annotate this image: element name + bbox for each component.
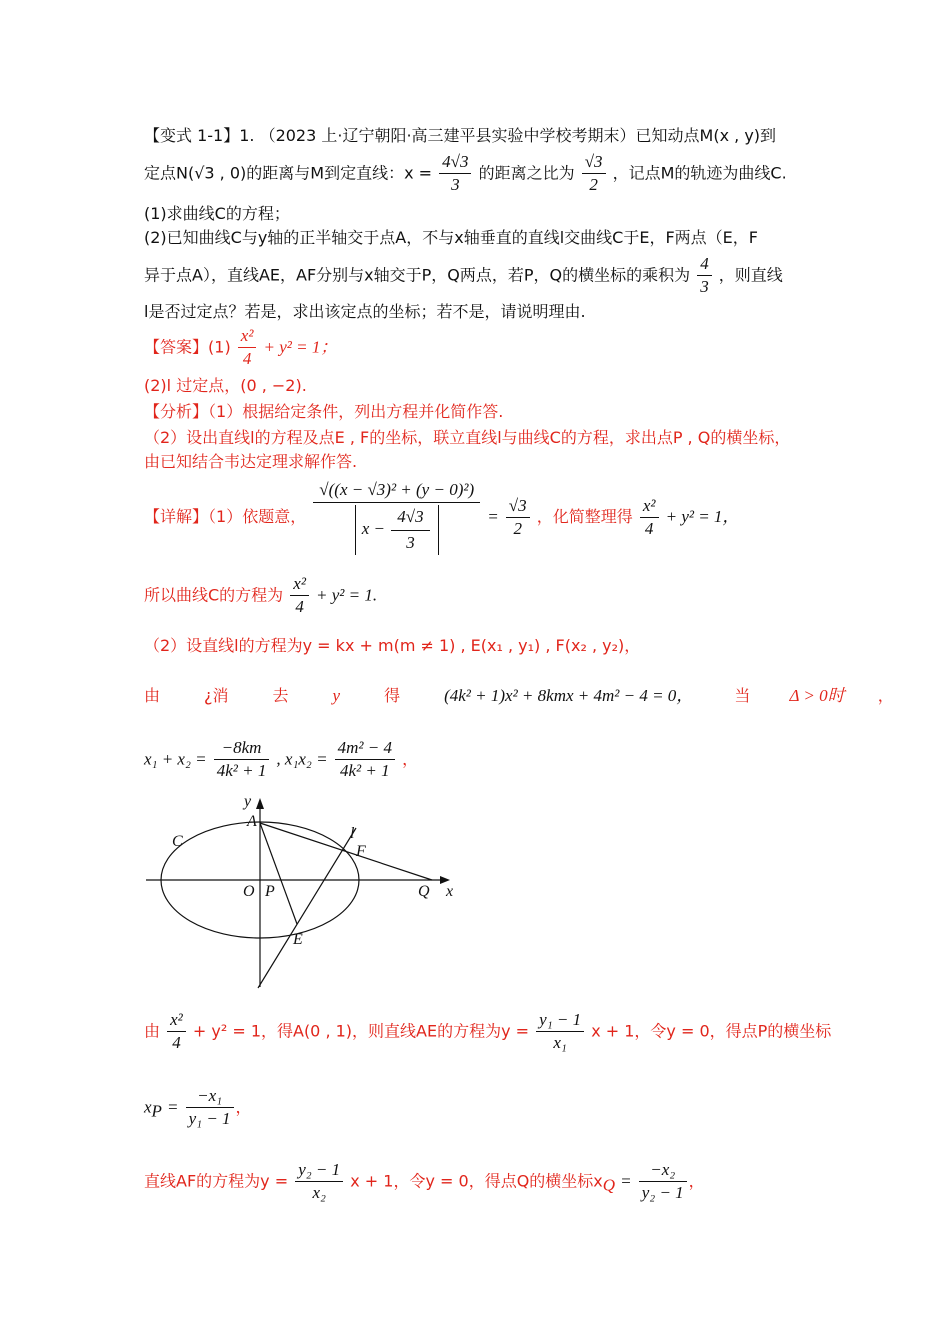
detail-label: 【详解】: [144, 507, 209, 527]
problem-line-2: 定点N(√3 , 0)的距离与M到定直线：x = $\frac{4√3}{3}$ 的距离之比为 $\frac{√3}{2}$ ，记点M的轨迹为曲线C.: [144, 152, 787, 195]
part-2-line-3: l是否过定点？若是，求出该定点的坐标；若不是，请说明理由.: [144, 302, 586, 321]
part-1-question: (1)求曲线C的方程；: [144, 204, 290, 223]
directrix-fraction: $\frac{4√3}{3}$: [439, 152, 471, 196]
label-F: F: [356, 843, 366, 860]
curve-conclusion: 所以曲线C的方程为 $\frac{\text{x²}}{4}$ + y² = 1.: [144, 574, 378, 617]
label-Q: Q: [418, 883, 430, 900]
analysis-line-1: 【分析】（1）根据给定条件，列出方程并化简作答.: [144, 402, 504, 421]
line-AE: [260, 823, 297, 924]
distance-ratio-fraction: √((x − √3)² + (y − 0)²) x − $\frac{4√3}{3}$: [313, 478, 480, 557]
label-C: C: [172, 833, 183, 850]
answer-label: 【答案】: [144, 337, 209, 357]
analysis-line-2: （2）设出直线l的方程及点E , F的坐标，联立直线l与曲线C的方程，求出点P , Q的横坐标，: [144, 428, 791, 447]
ratio-fraction: $\frac{√3}{2}$: [582, 152, 606, 196]
line-AF-equation: 直线AF的方程为y = $\frac{\text{y₂ − 1}}{\text{x₂}}$ x + 1，令y = 0，得点Q的横坐标$x_Q$ = $\frac{\text{−x₂}}{\text{y₂ − 1}}$ ，: [144, 1160, 705, 1203]
detail-step-2-setup: （2）设直线l的方程为y = kx + m(m ≠ 1) , E(x₁ , y₁) , F(x₂ , y₂)，: [144, 636, 641, 655]
ellipse-figure: [140, 792, 470, 992]
analysis-line-3: 由已知结合韦达定理求解作答.: [144, 452, 358, 471]
analysis-label: 【分析】: [144, 402, 209, 421]
label-y: y: [244, 793, 252, 810]
label-O: O: [243, 883, 255, 900]
label-P: P: [265, 883, 275, 900]
label-A: A: [247, 813, 257, 830]
answer-line-1: 【答案】(1) $\frac{\text{x²}}{4}$ + y² = 1；: [144, 326, 338, 369]
y-axis-arrow: [256, 798, 264, 809]
label-E: E: [293, 931, 303, 948]
detail-step-1: 【详解】（1）依题意， √((x − √3)² + (y − 0)²) x − $\frac{4√3}{3}$ = $\frac{√3}{2}$ ，化简整理得 $\frac{\text{x²}}{4}$ + y² = 1，: [144, 478, 739, 557]
vieta-formulas: x₁ + x₂ = $\frac{-8km}{\text{4k² + 1}}$ , x₁x₂ = $\frac{\text{4m² − 4}}{\text{4k² + 1}}$ ，: [144, 738, 419, 781]
problem-line-1: 【变式 1-1】1. （2023 上·辽宁朝阳·高三建平县实验中学校考期末）已知动点M(x , y)到: [144, 126, 777, 145]
line-l: [258, 828, 356, 988]
label-x: x: [446, 883, 454, 900]
xp-value: $x_P$ = $\frac{\text{−x₁}}{\text{y₁ − 1}}$ ，: [144, 1086, 252, 1129]
label-l: l: [350, 825, 355, 842]
line-AE-equation: 由 $\frac{\text{x²}}{4}$ + y² = 1，得A(0 , 1)，则直线AE的方程为y = $\frac{\text{y₁ − 1}}{\text{x₁}}$ x + 1，令y = 0，得点P的横坐标: [144, 1010, 832, 1053]
line-AF: [260, 823, 432, 880]
part-2-line-2: 异于点A），直线AE，AF分别与x轴交于P，Q两点，若P，Q的横坐标的乘积为 $\frac{4}{3}$ ，则直线: [144, 254, 783, 297]
part-2-line-1: (2)已知曲线C与y轴的正半轴交于点A，不与x轴垂直的直线l交曲线C于E，F两点（E，F: [144, 228, 758, 247]
product-fraction: $\frac{4}{3}$: [697, 254, 712, 298]
answer-line-2: (2)l 过定点，(0 , −2).: [144, 376, 307, 395]
elimination-line: 由 ¿消 去 y 得 (4k² + 1)x² + 8kmx + 4m² − 4 = 0， 当 Δ > 0时 ，: [144, 686, 894, 705]
